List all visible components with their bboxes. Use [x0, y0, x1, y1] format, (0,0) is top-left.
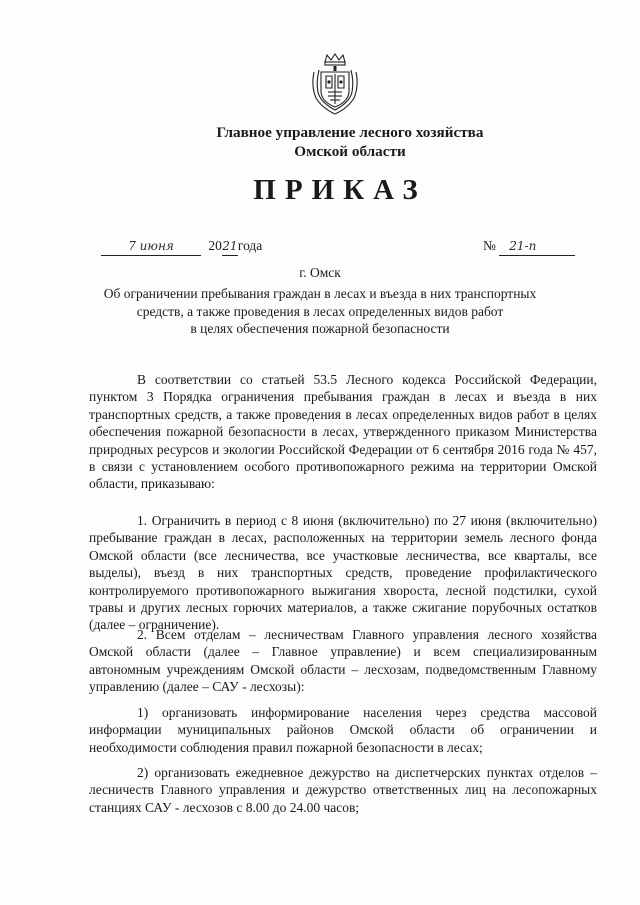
number-sign: №	[483, 238, 496, 253]
subject-line2: средств, а также проведения в лесах определенных видов работ	[136, 303, 504, 319]
paragraph-subitem-2: 2) организовать ежедневное дежурство на диспетчерских пунктах отделов – лесничеств Главного управления и дежурство ответственных лиц на лесопожарных станциях САУ - лесхозов с 8.00 до 24.00 часов;	[89, 765, 597, 815]
paragraph-item-2: 2. Всем отделам – лесничествам Главного управления лесного хозяйства Омской области (далее – Главное управление) и всем специализированным автономным учреждениям Омской области – лесхозам, подведомственным Главному управлению (далее – САУ - лесхозы):	[89, 627, 597, 695]
document-title: ПРИКАЗ	[253, 174, 427, 206]
document-date	[101, 237, 262, 256]
subject-line3: в целях обеспечения пожарной безопасности	[190, 321, 450, 337]
paragraph-item-1: 1. Ограничить в период с 8 июня (включительно) по 27 июня (включительно) пребывание граждан в лесах, расположенных на территории земель лесного фонда Омской области (все лесничества, все участковые лесничества, все кварталы, все выделы), въезд в них транспортных средств, проведение профилактического контролируемого противопожарного выжигания хвороста, лесной подстилки, сухой травы и других лесных горючих материалов, а также сжигание порубочных остатков (далее – ограничение).	[89, 513, 597, 633]
org-name-line2: Омской области	[294, 143, 406, 160]
coat-of-arms-icon	[310, 52, 360, 116]
document-city: г. Омск	[299, 265, 341, 280]
number-value-handwritten: 21-п	[499, 237, 575, 256]
paragraph-subitem-1: 1) организовать информирование населения через средства массовой информации муниципальных районов Омской области об ограничении и необходимости соблюдения правил пожарной безопасности в лесах;	[89, 705, 597, 755]
subject-line1: Об ограничении пребывания граждан в лесах и въезда в них транспортных	[103, 286, 537, 301]
document-number	[483, 237, 575, 256]
date-day-handwritten: 7 июня	[101, 237, 201, 256]
date-year-suffix: года	[237, 238, 263, 253]
paragraph-preamble: В соответствии со статьей 53.5 Лесного кодекса Российской Федерации, пунктом 3 Порядка ограничения пребывания граждан в лесах и въезда в них транспортных средств, а также проведения в лесах определенных видов работ в целях обеспечения пожарной безопасности в лесах, утвержденного приказом Министерства природных ресурсов и экологии Российской Федерации от 6 сентября 2016 года № 457, в связи с установлением особого противопожарного режима на территории Омской области, приказываю:	[89, 372, 597, 492]
document-subject	[80, 285, 560, 338]
org-name-line1: Главное управление лесного хозяйства	[216, 124, 484, 141]
date-year-handwritten: 21	[222, 237, 238, 256]
date-year-prefix: 20	[208, 238, 222, 253]
